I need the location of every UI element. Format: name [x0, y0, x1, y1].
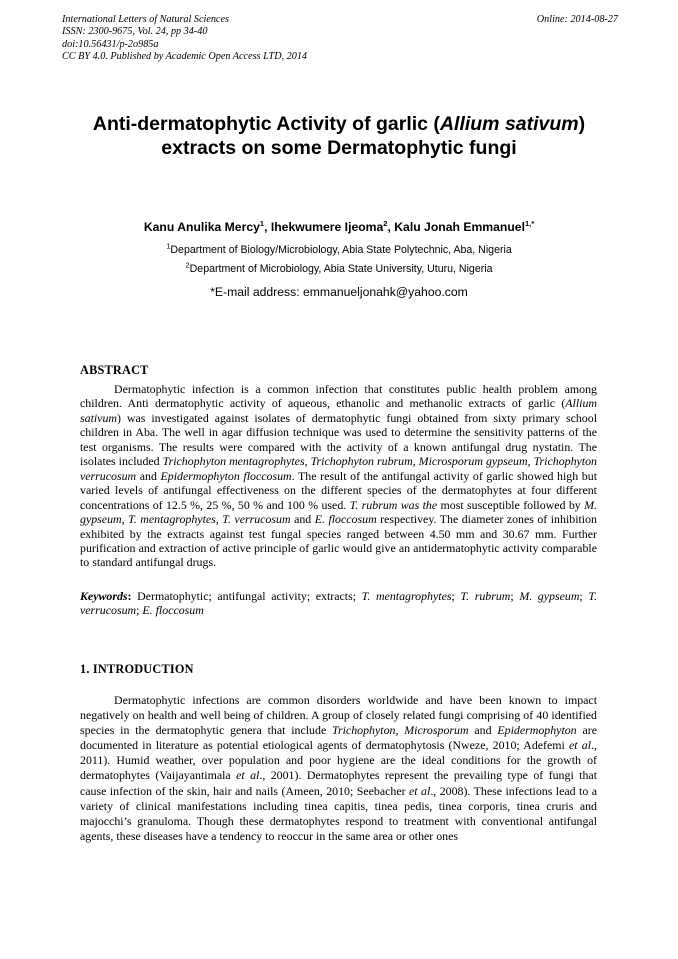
affiliation-2: $^2$Department of Microbiology, Abia State University, Uturu, Nigeria — [185, 260, 493, 275]
paper-title: Anti-dermatophytic Activity of garlic (Allium sativum) extracts on some Dermatophytic fungi — [92, 113, 586, 159]
corresponding-email: *E-mail address: emmanueljonahk@yahoo.com — [210, 285, 468, 299]
introduction-body: Dermatophytic infections are common disorders worldwide and have been known to impact negatively on health and well being of children. A group of closely related fungi comprising of 40 identified species in the dermatophytic genera that include Trichophyton, Microsporum and Epidermophyton are documented in literature as potential etiological agents of dermatophytosis (Nweze, 2010; Adefemi et al., 2011). Humid weather, over population and poor hygiene are the ideal conditions for the growth of dermatophytes (Vaijayantimala et al., 2001). Dermatophytes represent the prevailing type of fungi that cause infection of the skin, hair and nails (Ameen, 2010; Seebacher et al., 2008). These infections lead to a variety of clinical manifestations including tinea capitis, tinea pedis, tinea corporis, tinea cruris and majocchi’s granuloma. Though these dermatophytes respond to treatment with conventional antifungal agents, these diseases have a tendency to reoccur in the same area or other ones — [80, 693, 597, 843]
author-name: Kanu Anulika Mercy — [143, 220, 260, 234]
license-line: CC BY 4.0. Published by Academic Open Access LTD, 2014 — [62, 50, 308, 62]
affiliation-1: $^1$Department of Biology/Microbiology, Abia State Polytechnic, Aba, Nigeria — [166, 241, 512, 256]
journal-header — [62, 14, 618, 63]
author-list: Kanu Anulika Mercy$^1$, Ihekwumere Ijeoma$^2$, Kalu Jonah Emmanuel$^{1,*}$ — [143, 218, 535, 234]
issn-line: ISSN: 2300-9675, Vol. 24, pp 34-40 — [62, 26, 208, 38]
abstract-body: Dermatophytic infection is a common infection that constitutes public health problem among children. Anti dermatophytic activity of aqueous, ethanolic and methanolic extracts of garlic (Allium sativum) was investigated against isolates of dermatophytic fungi obtained from sixty primary school children in Aba. The well in agar diffusion technique was used to determine the sensitivity patterns of the test organisms. The results were compared with the activity of a known antifungal drug nystatin. The isolates included Trichophyton mentagrophytes, Trichophyton rubrum, Microsporum gypseum, Trichophyton verrucosum and Epidermophyton floccosum. The result of the antifungal activity of garlic showed high but varied levels of antifungal effectiveness on the different species of the dermatophytes at four different concentrations of 12.5 %, 25 %, 50 % and 100 % used. T. rubrum was the most susceptible followed by M. gypseum, T. mentagrophytes, T. verrucosum and E. floccosum respectivey. The diameter zones of inhibition exhibited by the extracts against test fungal species ranged between 4.50 mm and 30.67 mm. Further purification and extraction of active principle of garlic would give an antidermatophytic activity comparable to standard antifungal drugs. — [80, 382, 598, 570]
online-date: Online: 2014-08-27 — [536, 14, 618, 25]
author-name: Kalu Jonah Emmanuel — [394, 220, 525, 234]
doi-line: doi:10.56431/p-2o985a — [62, 38, 159, 50]
introduction-heading: 1. INTRODUCTION — [80, 662, 194, 676]
keywords-line: Keywords: Dermatophytic; antifungal activity; extracts; T. mentagrophytes; T. rubrum; M. gypseum; T. verrucosum; E. floccosum — [80, 589, 598, 618]
abstract-heading: ABSTRACT — [80, 363, 149, 377]
journal-name: International Letters of Natural Sciences — [62, 14, 229, 25]
author-name: Ihekwumere Ijeoma — [270, 220, 384, 234]
